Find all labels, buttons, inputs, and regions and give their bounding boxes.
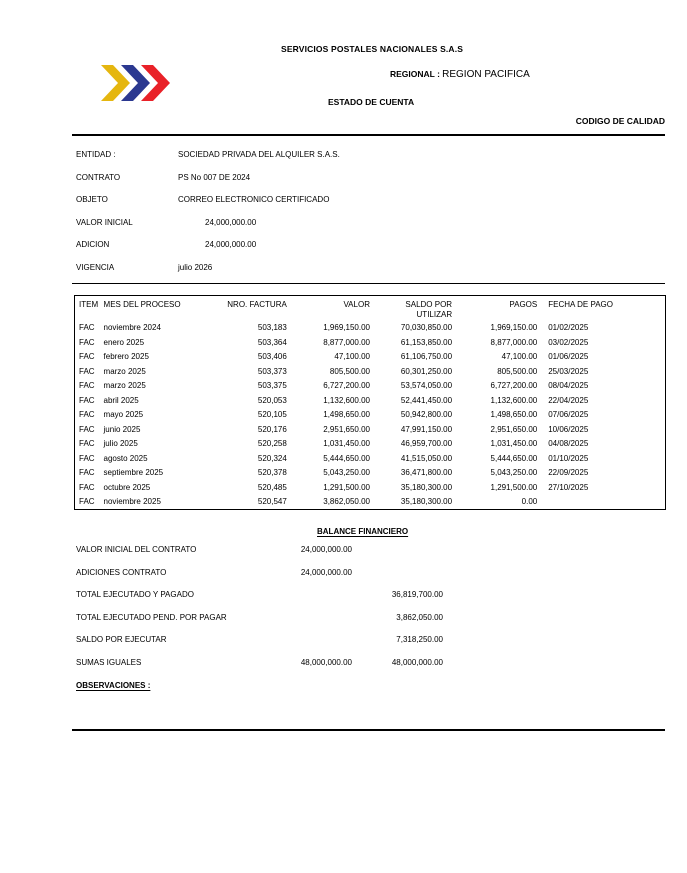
balance-section bbox=[0, 545, 687, 681]
table-cell: FAC bbox=[79, 410, 95, 420]
table-cell: 07/06/2025 bbox=[548, 410, 589, 420]
table-cell: 1,031,450.00 bbox=[323, 439, 370, 449]
invoice-header-row bbox=[75, 296, 666, 321]
table-cell: 520,176 bbox=[257, 424, 287, 434]
invoice-column-header: NRO. FACTURA bbox=[227, 300, 287, 309]
table-cell: 25/03/2025 bbox=[548, 366, 589, 376]
invoice-table bbox=[74, 295, 666, 510]
table-cell: 503,406 bbox=[257, 352, 287, 362]
table-row bbox=[75, 495, 666, 510]
document-title: ESTADO DE CUENTA bbox=[328, 97, 415, 107]
table-cell: marzo 2025 bbox=[103, 381, 146, 391]
table-cell: 1,969,150.00 bbox=[490, 323, 538, 333]
table-cell: 1,498,650.00 bbox=[490, 410, 538, 420]
balance-row bbox=[0, 590, 687, 613]
table-cell: 04/08/2025 bbox=[548, 439, 589, 449]
table-cell: 0.00 bbox=[521, 497, 538, 506]
table-cell: 53,574,050.00 bbox=[400, 381, 453, 391]
table-cell: 01/10/2025 bbox=[548, 453, 589, 463]
info-value: julio 2026 bbox=[178, 262, 213, 272]
info-value: PS No 007 DE 2024 bbox=[178, 172, 251, 182]
table-cell: 1,291,500.00 bbox=[490, 482, 538, 492]
table-cell: marzo 2025 bbox=[103, 366, 146, 376]
table-cell: FAC bbox=[79, 395, 95, 405]
table-cell: FAC bbox=[79, 439, 95, 449]
info-label: OBJETO bbox=[76, 195, 108, 205]
table-cell: 503,375 bbox=[257, 381, 287, 391]
table-cell: FAC bbox=[79, 352, 95, 362]
header-divider bbox=[72, 134, 665, 136]
table-cell: 6,727,200.00 bbox=[490, 381, 538, 391]
table-cell: 2,951,650.00 bbox=[490, 424, 538, 434]
table-cell: febrero 2025 bbox=[103, 352, 149, 362]
table-row bbox=[75, 480, 666, 495]
table-row bbox=[75, 437, 666, 452]
balance-label: TOTAL EJECUTADO Y PAGADO bbox=[76, 590, 194, 600]
table-cell: 503,373 bbox=[257, 366, 287, 376]
balance-amount-col2: 36,819,700.00 bbox=[391, 590, 443, 600]
info-label: CONTRATO bbox=[76, 172, 121, 182]
table-cell: FAC bbox=[79, 323, 95, 333]
table-cell: junio 2025 bbox=[103, 424, 141, 434]
balance-row bbox=[0, 658, 687, 681]
info-row bbox=[0, 195, 687, 218]
logo-chevron-yellow bbox=[101, 65, 130, 101]
balance-amount-col1: 48,000,000.00 bbox=[300, 657, 352, 667]
balance-amount-col2: 48,000,000.00 bbox=[391, 657, 443, 667]
table-cell: 1,132,600.00 bbox=[490, 395, 538, 405]
info-row bbox=[0, 150, 687, 173]
balance-label: SUMAS IGUALES bbox=[76, 657, 142, 667]
table-cell: 03/02/2025 bbox=[548, 337, 589, 347]
table-cell: enero 2025 bbox=[103, 337, 145, 347]
table-row bbox=[75, 466, 666, 481]
balance-amount-col1: 24,000,000.00 bbox=[300, 545, 352, 554]
balance-section-title: BALANCE FINANCIERO bbox=[317, 527, 409, 536]
table-cell: 35,180,300.00 bbox=[400, 497, 453, 506]
table-cell: 50,942,800.00 bbox=[400, 410, 453, 420]
invoice-column-header: PAGOS bbox=[509, 300, 538, 309]
table-cell: 61,106,750.00 bbox=[400, 352, 453, 362]
info-value: SOCIEDAD PRIVADA DEL ALQUILER S.A.S. bbox=[178, 150, 340, 159]
info-divider bbox=[72, 283, 665, 284]
table-row bbox=[75, 393, 666, 408]
observations-label: OBSERVACIONES : bbox=[76, 681, 151, 690]
table-cell: FAC bbox=[79, 381, 95, 391]
regional-label: REGIONAL : bbox=[390, 69, 440, 79]
table-cell: 47,991,150.00 bbox=[400, 424, 453, 434]
table-cell: 520,324 bbox=[257, 453, 287, 463]
balance-amount-col2: 3,862,050.00 bbox=[396, 612, 443, 622]
invoice-column-header: MES DEL PROCESO bbox=[103, 300, 181, 309]
table-cell: noviembre 2025 bbox=[103, 497, 161, 506]
table-row bbox=[75, 422, 666, 437]
table-cell: 8,877,000.00 bbox=[490, 337, 538, 347]
balance-row bbox=[0, 568, 687, 591]
table-cell: 10/06/2025 bbox=[548, 424, 589, 434]
table-row bbox=[75, 350, 666, 365]
table-cell: 01/02/2025 bbox=[548, 323, 589, 333]
balance-label: VALOR INICIAL DEL CONTRATO bbox=[76, 545, 197, 554]
table-cell: 27/10/2025 bbox=[548, 482, 589, 492]
footer-divider bbox=[72, 729, 665, 731]
table-cell: 46,959,700.00 bbox=[400, 439, 453, 449]
table-cell: 5,444,650.00 bbox=[490, 453, 538, 463]
table-cell: 520,485 bbox=[257, 482, 287, 492]
table-cell: FAC bbox=[79, 482, 95, 492]
info-value: 24,000,000.00 bbox=[205, 240, 257, 250]
table-cell: julio 2025 bbox=[103, 439, 138, 449]
info-row bbox=[0, 218, 687, 241]
table-cell: 805,500.00 bbox=[497, 366, 538, 376]
postal-company-logo bbox=[100, 64, 172, 102]
regional-value: REGION PACIFICA bbox=[442, 69, 530, 80]
balance-label: ADICIONES CONTRATO bbox=[76, 567, 167, 577]
info-value: CORREO ELECTRONICO CERTIFICADO bbox=[178, 195, 330, 205]
table-cell: FAC bbox=[79, 337, 95, 347]
info-label: ADICION bbox=[76, 240, 110, 250]
company-name: SERVICIOS POSTALES NACIONALES S.A.S bbox=[281, 44, 464, 54]
table-cell: 22/04/2025 bbox=[548, 395, 589, 405]
table-cell: 36,471,800.00 bbox=[400, 468, 453, 478]
balance-amount-col1: 24,000,000.00 bbox=[300, 567, 352, 577]
table-cell: noviembre 2024 bbox=[103, 323, 161, 333]
table-cell: 503,183 bbox=[257, 323, 287, 333]
table-cell: 5,043,250.00 bbox=[490, 468, 538, 478]
table-cell: FAC bbox=[79, 366, 95, 376]
table-cell: 22/09/2025 bbox=[548, 468, 589, 478]
invoice-column-header: SALDO POR UTILIZAR bbox=[405, 300, 453, 319]
table-cell: FAC bbox=[79, 424, 95, 434]
table-row bbox=[75, 335, 666, 350]
table-cell: 47,100.00 bbox=[334, 352, 370, 362]
table-cell: 47,100.00 bbox=[501, 352, 538, 362]
table-row bbox=[75, 408, 666, 423]
invoice-table-body bbox=[75, 321, 666, 510]
balance-label: SALDO POR EJECUTAR bbox=[76, 635, 167, 645]
invoice-column-header: VALOR bbox=[343, 300, 370, 309]
table-cell: 41,515,050.00 bbox=[400, 453, 453, 463]
info-label: ENTIDAD : bbox=[76, 150, 116, 159]
regional-line bbox=[390, 69, 530, 80]
table-cell: octubre 2025 bbox=[103, 482, 151, 492]
table-cell: 503,364 bbox=[257, 337, 287, 347]
table-cell: abril 2025 bbox=[103, 395, 139, 405]
table-cell: 1,291,500.00 bbox=[323, 482, 370, 492]
invoice-column-header: ITEM bbox=[79, 300, 99, 309]
table-cell: 520,258 bbox=[257, 439, 287, 449]
table-cell: 805,500.00 bbox=[329, 366, 370, 376]
table-row bbox=[75, 379, 666, 394]
table-cell: 5,444,650.00 bbox=[323, 453, 370, 463]
info-value: 24,000,000.00 bbox=[205, 217, 257, 227]
table-cell: 70,030,850.00 bbox=[400, 323, 453, 333]
table-cell: mayo 2025 bbox=[103, 410, 144, 420]
table-cell: 520,378 bbox=[257, 468, 287, 478]
table-cell bbox=[539, 495, 665, 510]
balance-label: TOTAL EJECUTADO PEND. POR PAGAR bbox=[76, 612, 227, 622]
table-cell: 61,153,850.00 bbox=[400, 337, 453, 347]
quality-code-label: CODIGO DE CALIDAD bbox=[575, 116, 665, 126]
invoice-table-head bbox=[75, 296, 666, 321]
table-cell: 520,547 bbox=[257, 497, 287, 506]
invoice-column-header: FECHA DE PAGO bbox=[548, 300, 613, 309]
table-row bbox=[75, 451, 666, 466]
table-cell: 520,053 bbox=[257, 395, 287, 405]
table-cell: 1,132,600.00 bbox=[323, 395, 370, 405]
table-cell: 08/04/2025 bbox=[548, 381, 589, 391]
table-cell: 35,180,300.00 bbox=[400, 482, 453, 492]
balance-row bbox=[0, 613, 687, 636]
table-cell: 8,877,000.00 bbox=[323, 337, 370, 347]
table-cell: FAC bbox=[79, 453, 95, 463]
table-cell: 1,498,650.00 bbox=[323, 410, 370, 420]
table-cell: 52,441,450.00 bbox=[400, 395, 453, 405]
table-cell: 01/06/2025 bbox=[548, 352, 589, 362]
contract-info-section bbox=[0, 150, 687, 286]
table-cell: 5,043,250.00 bbox=[323, 468, 370, 478]
balance-row bbox=[0, 635, 687, 658]
table-row bbox=[75, 321, 666, 336]
balance-row bbox=[0, 545, 687, 568]
table-cell: agosto 2025 bbox=[103, 453, 148, 463]
info-row bbox=[0, 173, 687, 196]
info-label: VIGENCIA bbox=[76, 262, 115, 272]
info-row bbox=[0, 240, 687, 263]
table-cell: 60,301,250.00 bbox=[400, 366, 453, 376]
table-cell: 2,951,650.00 bbox=[323, 424, 370, 434]
table-cell: FAC bbox=[79, 468, 95, 478]
table-cell: 3,862,050.00 bbox=[323, 497, 370, 506]
table-row bbox=[75, 364, 666, 379]
info-label: VALOR INICIAL bbox=[76, 217, 133, 227]
table-cell: 520,105 bbox=[257, 410, 287, 420]
table-cell: 1,969,150.00 bbox=[323, 323, 370, 333]
balance-amount-col2: 7,318,250.00 bbox=[396, 635, 443, 645]
table-cell: septiembre 2025 bbox=[103, 468, 164, 478]
table-cell: 1,031,450.00 bbox=[490, 439, 538, 449]
table-cell: 6,727,200.00 bbox=[323, 381, 370, 391]
table-cell: FAC bbox=[79, 497, 95, 506]
